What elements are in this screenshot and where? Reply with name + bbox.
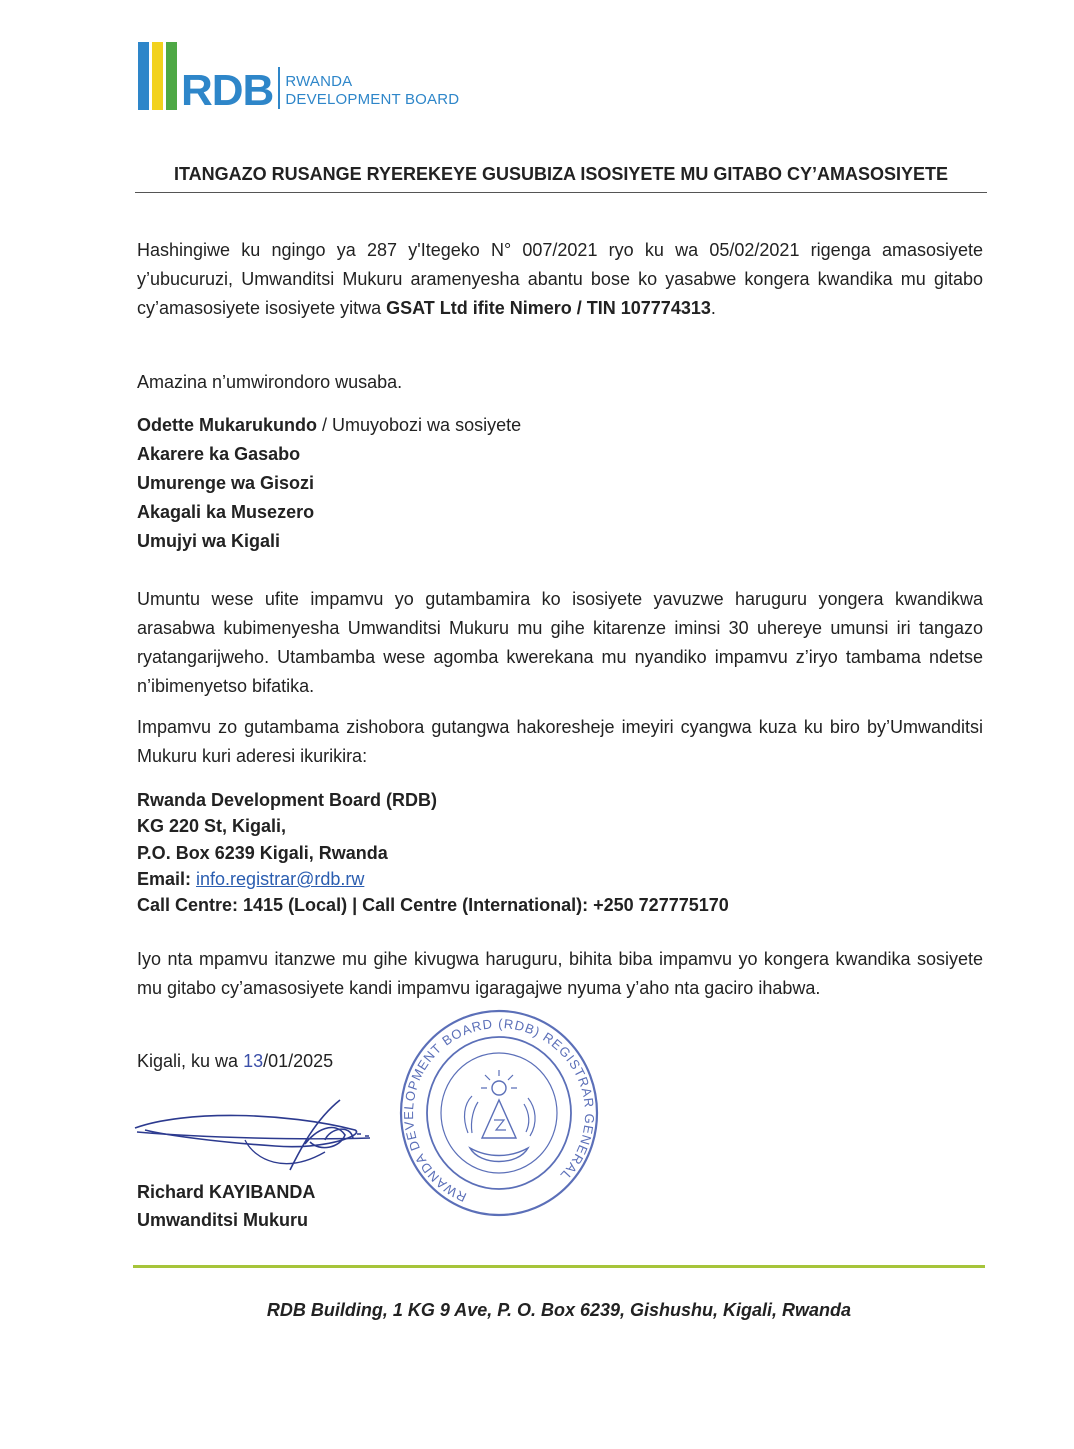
- date-day: 13: [243, 1051, 264, 1071]
- logo-abbrev: RDB: [181, 66, 274, 115]
- address-pobox: P.O. Box 6239 Kigali, Rwanda: [137, 843, 388, 863]
- yellow-bar: [152, 42, 163, 110]
- address-org: Rwanda Development Board (RDB): [137, 790, 438, 810]
- email-label: Email:: [137, 869, 197, 889]
- applicant-sector: Umurenge wa Gisozi: [137, 473, 315, 493]
- company-name: GSAT Ltd ifite Nimero / TIN 107774313: [386, 298, 711, 318]
- intro-end: .: [710, 298, 716, 318]
- rdb-logo: [138, 40, 460, 115]
- date-line: [137, 1051, 333, 1072]
- address-call-centre: Call Centre: 1415 (Local) | Call Centre (International): +250 727775170: [137, 895, 729, 915]
- applicant-name-line: [137, 415, 521, 436]
- official-seal-icon: [398, 1008, 600, 1218]
- logo-line2: DEVELOPMENT BOARD: [285, 91, 460, 108]
- blue-bar: [138, 42, 149, 110]
- objection-paragraph: Umuntu wese ufite impamvu yo gutambamira ko isosiyete yavuzwe haruguru yongera kwandikwa arasabwa kubimenyesha Umwanditsi Mukuru mu gihe kitarenze iminsi 30 uhereye umunsi iri tangazo ryatangarijweho. Utambamba wese agomba kwerekana mu nyandiko impamvu z’iryo tambama ndetse n’ibimenyetso bifatika.: [137, 589, 983, 696]
- address-email-line: [137, 869, 364, 890]
- signatory-name: Richard KAYIBANDA: [137, 1182, 316, 1202]
- notice-title: ITANGAZO RUSANGE RYEREKEYE GUSUBIZA ISOSIYETE MU GITABO CY’AMASOSIYETE: [173, 164, 949, 184]
- applicant-heading: Amazina n’umwirondoro wusaba.: [137, 372, 403, 392]
- address-street: KG 220 St, Kigali,: [137, 816, 287, 836]
- footer-address: RDB Building, 1 KG 9 Ave, P. O. Box 6239, Gishushu, Kigali, Rwanda: [266, 1300, 852, 1320]
- footer-rule: [133, 1265, 985, 1268]
- date-rest: /01/2025: [263, 1051, 334, 1071]
- title-underline: [135, 192, 987, 193]
- signature-icon: [125, 1080, 385, 1190]
- applicant-role: / Umuyobozi wa sosiyete: [317, 415, 522, 435]
- intro-text: Hashingiwe ku ngingo ya 287 y'Itegeko N° 007/2021 ryo ku wa 05/02/2021 rigenga amasosiyete y’ubucuruzi, Umwanditsi Mukuru aramenyesha abantu bose ko yasabwe kongera kwandika mu gitabo cy’amasosiyete isosiyete yitwa: [137, 240, 983, 318]
- applicant-district: Akarere ka Gasabo: [137, 444, 301, 464]
- date-prefix: Kigali, ku wa: [137, 1051, 244, 1071]
- applicant-city: Umujyi wa Kigali: [137, 531, 281, 551]
- applicant-name: Odette Mukarukundo: [137, 415, 318, 435]
- submission-paragraph: Impamvu zo gutambama zishobora gutangwa hakoresheje imeyiri cyangwa kuza ku biro by’Umwanditsi Mukuru kuri aderesi ikurikira:: [137, 717, 983, 766]
- flag-bars-icon: [138, 42, 180, 110]
- logo-words: [285, 73, 459, 109]
- intro-paragraph: [137, 236, 983, 323]
- logo-line1: RWANDA: [285, 73, 353, 90]
- svg-text:RWANDA DEVELOPMENT BOARD (RDB): RWANDA DEVELOPMENT BOARD (RDB) REGISTRAR GENERAL: [401, 1015, 598, 1205]
- green-bar: [166, 42, 177, 110]
- applicant-cell: Akagali ka Musezero: [137, 502, 315, 522]
- signatory-title: Umwanditsi Mukuru: [137, 1210, 309, 1230]
- logo-separator: [278, 67, 280, 109]
- closing-paragraph: Iyo nta mpamvu itanzwe mu gihe kivugwa haruguru, bihita biba impamvu yo kongera kwandika sosiyete mu gitabo cy’amasosiyete kandi impamvu igaragajwe nyuma y’aho nta gaciro ihabwa.: [137, 949, 983, 998]
- email-link[interactable]: info.registrar@rdb.rw: [196, 869, 365, 889]
